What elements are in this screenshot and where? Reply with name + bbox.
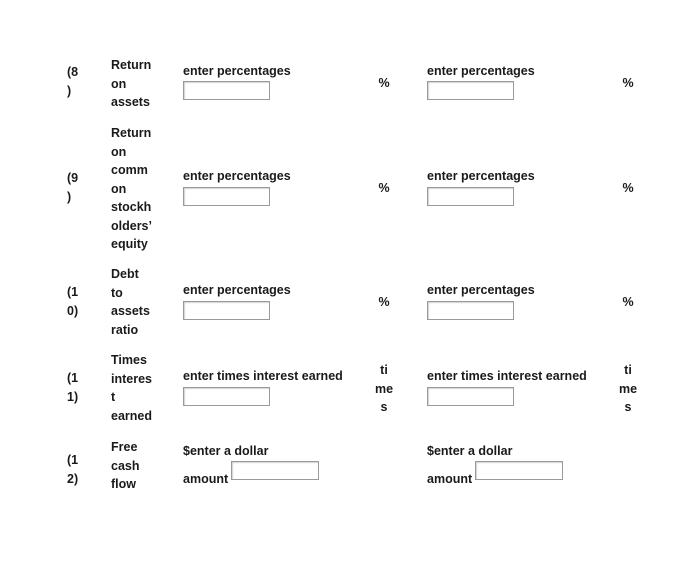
col2-times-input[interactable] — [427, 387, 514, 406]
col2-percentage-input[interactable] — [427, 301, 514, 320]
col2-unit: % — [622, 295, 634, 309]
row-label: Times interes t earned — [111, 353, 152, 423]
col1-unit: % — [378, 181, 390, 195]
col1-percentage-input[interactable] — [183, 301, 270, 320]
col1-unit: % — [378, 76, 390, 90]
col2-percentage-input[interactable] — [427, 81, 514, 100]
col1-unit: % — [378, 295, 390, 309]
row-number: (9 ) — [67, 171, 79, 204]
col2-hint: enter percentages — [427, 169, 535, 183]
col1-hint: enter times interest earned — [183, 369, 343, 383]
col1-unit: ti me s — [374, 363, 394, 414]
row-number: (1 0) — [67, 285, 79, 318]
col1-hint-line2: amount — [183, 472, 229, 486]
col2-hint: enter times interest earned — [427, 369, 587, 383]
col2-dollar-input[interactable] — [475, 461, 563, 480]
col2-unit: % — [622, 76, 634, 90]
col1-hint: enter percentages — [183, 283, 291, 297]
col2-unit: % — [622, 181, 634, 195]
col2-hint: enter percentages — [427, 64, 535, 78]
col1-dollar-input[interactable] — [231, 461, 319, 480]
row-label: Return on comm on stockh olders’ equity — [111, 126, 152, 251]
col1-hint-line1: $enter a dollar — [183, 444, 269, 458]
col1-percentage-input[interactable] — [183, 81, 270, 100]
row-label: Return on assets — [111, 58, 152, 109]
row-label: Free cash flow — [111, 440, 140, 491]
row-number: (1 1) — [67, 371, 79, 404]
col1-hint: enter percentages — [183, 64, 291, 78]
col1-hint: enter percentages — [183, 169, 291, 183]
col2-hint-line2: amount — [427, 472, 473, 486]
col2-unit: ti me s — [618, 363, 638, 414]
col2-hint-line1: $enter a dollar — [427, 444, 513, 458]
row-number: (8 ) — [67, 65, 79, 98]
col1-percentage-input[interactable] — [183, 187, 270, 206]
row-label: Debt to assets ratio — [111, 267, 150, 337]
col2-percentage-input[interactable] — [427, 187, 514, 206]
row-number: (1 2) — [67, 453, 79, 486]
col1-times-input[interactable] — [183, 387, 270, 406]
col2-hint: enter percentages — [427, 283, 535, 297]
